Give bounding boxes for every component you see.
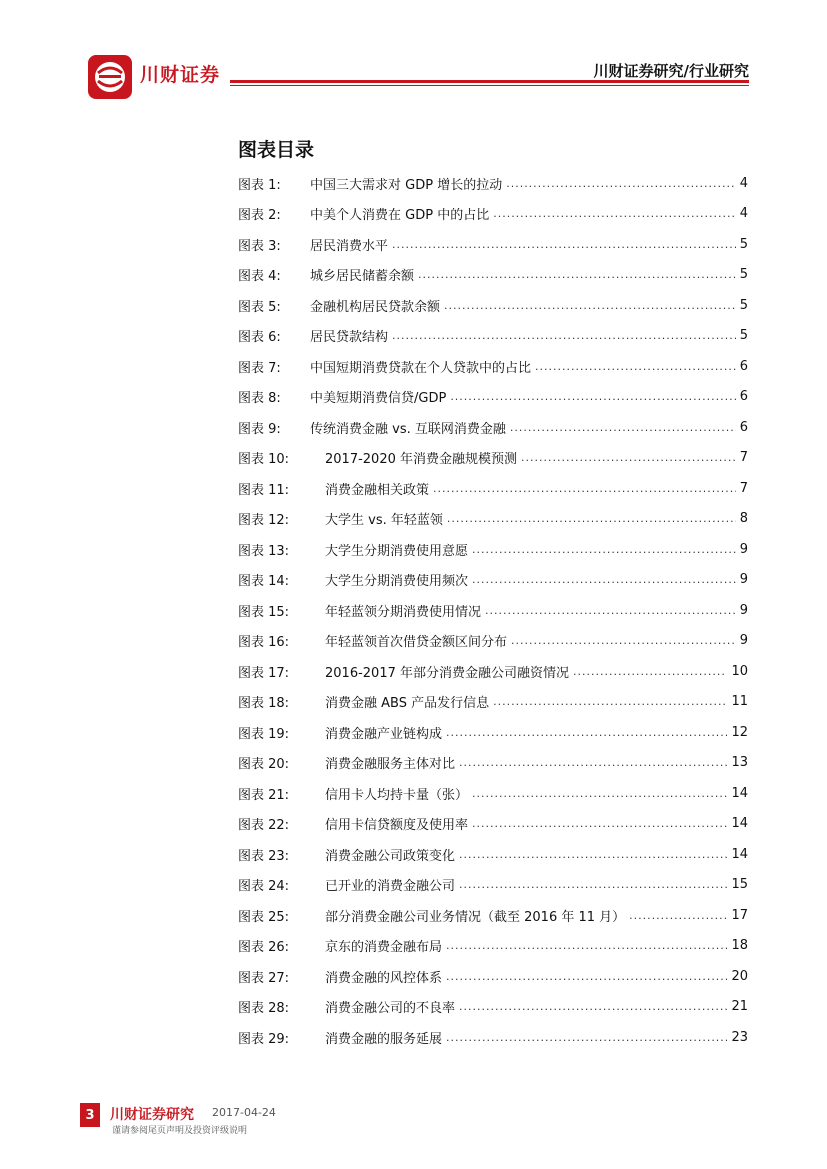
toc-entry[interactable] (238, 351, 748, 382)
toc-entry-page: 5 (739, 236, 748, 252)
toc-entry-page: 10 (731, 663, 748, 679)
toc-dot-leader (459, 878, 727, 891)
toc-dot-leader (392, 238, 736, 251)
toc-entry[interactable] (238, 931, 748, 962)
toc-entry-page: 5 (739, 267, 748, 283)
toc-entry[interactable] (238, 229, 748, 260)
toc-entry-title: 中国三大需求对 GDP 增长的拉动 (310, 177, 503, 193)
toc-entry-page: 9 (739, 541, 748, 557)
toc-entry-page: 4 (739, 175, 748, 191)
toc-entry-title: 大学生 vs. 年轻蓝领 (325, 513, 443, 529)
toc-dot-leader (392, 329, 736, 342)
toc-entry[interactable] (238, 870, 748, 901)
toc-entry-page: 6 (739, 389, 748, 405)
toc-entry-page: 14 (731, 785, 748, 801)
toc-entry-title: 中国短期消费贷款在个人贷款中的占比 (310, 360, 532, 376)
toc-entry-page: 15 (731, 877, 748, 893)
toc-entry-number: 图表 5: (238, 299, 281, 315)
toc-entry[interactable] (238, 687, 748, 718)
toc-entry-title: 消费金融 ABS 产品发行信息 (325, 696, 490, 712)
toc-entry-number: 图表 22: (238, 818, 290, 834)
toc-entry-title: 已开业的消费金融公司 (325, 879, 456, 895)
toc-entry-number: 图表 13: (238, 543, 290, 559)
toc-entry[interactable] (238, 504, 748, 535)
toc-entry-number: 图表 25: (238, 909, 290, 925)
toc-dot-leader (418, 268, 736, 281)
toc-entry-page: 11 (731, 694, 748, 710)
toc-entry-title: 信用卡信贷额度及使用率 (325, 818, 469, 834)
toc-dot-leader (446, 970, 727, 983)
toc-entry-page: 5 (739, 328, 748, 344)
toc-dot-leader (472, 573, 736, 586)
toc-entry[interactable] (238, 534, 748, 565)
brand-name: 川财证券 (140, 64, 221, 86)
toc-entry-number: 图表 23: (238, 848, 290, 864)
toc-entry-number: 图表 10: (238, 452, 290, 468)
toc-entry[interactable] (238, 473, 748, 504)
toc-entry-page: 12 (731, 724, 748, 740)
toc-entry-number: 图表 2: (238, 208, 281, 224)
header-section-title: 川财证券研究/行业研究 (593, 62, 749, 80)
toc-dot-leader (573, 665, 727, 678)
toc-entry-title: 消费金融公司的不良率 (325, 1001, 456, 1017)
toc-dot-leader (629, 909, 727, 922)
toc-dot-leader (447, 512, 736, 525)
toc-entry-title: 2016-2017 年部分消费金融公司融资情况 (325, 665, 569, 681)
toc-entry-page: 9 (739, 633, 748, 649)
toc-dot-leader (493, 695, 727, 708)
toc-dot-leader (446, 726, 727, 739)
toc-dot-leader (493, 207, 736, 220)
toc-entry-page: 18 (731, 938, 748, 954)
toc-entry-title: 城乡居民储蓄余额 (310, 269, 415, 285)
toc-dot-leader (446, 1031, 727, 1044)
toc-entry-page: 14 (731, 846, 748, 862)
footer-date: 2017-04-24 (212, 1106, 276, 1119)
toc-entry-title: 传统消费金融 vs. 互联网消费金融 (310, 421, 506, 437)
toc-dot-leader (511, 634, 736, 647)
toc-entry-title: 居民贷款结构 (310, 330, 389, 346)
toc-entry-number: 图表 26: (238, 940, 290, 956)
toc-entry-number: 图表 28: (238, 1001, 290, 1017)
toc-dot-leader (485, 604, 736, 617)
toc-entry-title: 消费金融服务主体对比 (325, 757, 456, 773)
toc-dot-leader (459, 756, 727, 769)
toc-entry-number: 图表 29: (238, 1031, 290, 1047)
toc-entry-number: 图表 4: (238, 269, 281, 285)
toc-entry-title: 年轻蓝领分期消费使用情况 (325, 604, 482, 620)
toc-entry-number: 图表 12: (238, 513, 290, 529)
toc-entry[interactable] (238, 321, 748, 352)
toc-entry[interactable] (238, 961, 748, 992)
toc-entry-title: 信用卡人均持卡量（张） (325, 787, 469, 803)
toc-dot-leader (459, 1000, 727, 1013)
toc-entry-number: 图表 16: (238, 635, 290, 651)
toc-dot-leader (472, 543, 736, 556)
toc-entry-number: 图表 14: (238, 574, 290, 590)
toc-dot-leader (472, 817, 727, 830)
toc-entry[interactable] (238, 595, 748, 626)
toc-entry[interactable] (238, 199, 748, 230)
toc-entry-number: 图表 15: (238, 604, 290, 620)
toc-entry-number: 图表 8: (238, 391, 281, 407)
sichuan-caizheng-logo-icon (88, 55, 132, 99)
footer-disclaimer: 谨请参阅尾页声明及投资评级说明 (112, 1126, 248, 1136)
toc-entry-number: 图表 18: (238, 696, 290, 712)
toc-entry-number: 图表 11: (238, 482, 290, 498)
toc-entry-page: 4 (739, 206, 748, 222)
toc-entry[interactable] (238, 809, 748, 840)
page-footer (0, 1095, 827, 1155)
toc-dot-leader (433, 482, 736, 495)
toc-entry-title: 消费金融的风控体系 (325, 970, 443, 986)
toc-entry-title: 消费金融相关政策 (325, 482, 430, 498)
toc-entry-title: 消费金融公司政策变化 (325, 848, 456, 864)
toc-entry[interactable] (238, 656, 748, 687)
toc-entry-title: 中美短期消费信贷/GDP (310, 391, 447, 407)
toc-entry-title: 部分消费金融公司业务情况（截至 2016 年 11 月） (325, 909, 626, 925)
toc-entry-title: 年轻蓝领首次借贷金额区间分布 (325, 635, 508, 651)
toc-entry-page: 9 (739, 602, 748, 618)
toc-entry-number: 图表 20: (238, 757, 290, 773)
toc-entry[interactable] (238, 1022, 748, 1053)
toc-entry-page: 6 (739, 358, 748, 374)
toc-entry-page: 13 (731, 755, 748, 771)
toc-entry[interactable] (238, 748, 748, 779)
toc-entry[interactable] (238, 168, 748, 199)
toc-entry-title: 消费金融的服务延展 (325, 1031, 443, 1047)
toc-entry[interactable] (238, 900, 748, 931)
toc-entry[interactable] (238, 260, 748, 291)
page-header (0, 0, 827, 110)
toc-entry-number: 图表 27: (238, 970, 290, 986)
toc-entry-title: 金融机构居民贷款余额 (310, 299, 441, 315)
toc-entry[interactable] (238, 443, 748, 474)
toc-entry-page: 20 (731, 968, 748, 984)
toc-dot-leader (535, 360, 736, 373)
toc-entry[interactable] (238, 382, 748, 413)
toc-entry-page: 8 (739, 511, 748, 527)
toc-entry-title: 2017-2020 年消费金融规模预测 (325, 452, 517, 468)
page-number: 3 (80, 1103, 100, 1127)
toc-entry-title: 大学生分期消费使用频次 (325, 574, 469, 590)
toc-entry[interactable] (238, 565, 748, 596)
toc-entry-page: 9 (739, 572, 748, 588)
toc-entry-page: 6 (739, 419, 748, 435)
toc-dot-leader (450, 390, 735, 403)
header-divider-thin (230, 85, 749, 86)
toc-title: 图表目录 (238, 139, 315, 161)
footer-brand: 川财证券研究 (110, 1107, 194, 1123)
toc-entry-number: 图表 9: (238, 421, 281, 437)
toc-dot-leader (446, 939, 727, 952)
toc-entry-title: 大学生分期消费使用意愿 (325, 543, 469, 559)
toc-entry-title: 居民消费水平 (310, 238, 389, 254)
toc-entry-number: 图表 17: (238, 665, 290, 681)
toc-entry-title: 中美个人消费在 GDP 中的占比 (310, 208, 490, 224)
toc-entry[interactable] (238, 778, 748, 809)
toc-entry-page: 23 (731, 1029, 748, 1045)
toc-entry-number: 图表 19: (238, 726, 290, 742)
toc-dot-leader (459, 848, 727, 861)
toc-dot-leader (506, 177, 736, 190)
toc-dot-leader (444, 299, 736, 312)
toc-entry[interactable] (238, 290, 748, 321)
toc-entry-page: 21 (731, 999, 748, 1015)
toc-entry-number: 图表 7: (238, 360, 281, 376)
toc-dot-leader (510, 421, 736, 434)
toc-entry-number: 图表 1: (238, 177, 281, 193)
toc-entry[interactable] (238, 992, 748, 1023)
toc-entry[interactable] (238, 839, 748, 870)
toc-entry[interactable] (238, 717, 748, 748)
toc-entry-page: 5 (739, 297, 748, 313)
toc-entry-number: 图表 6: (238, 330, 281, 346)
toc-entry-title: 京东的消费金融布局 (325, 940, 443, 956)
toc-entry-page: 17 (731, 907, 748, 923)
toc-list (238, 168, 748, 1053)
toc-entry-number: 图表 21: (238, 787, 290, 803)
toc-entry-page: 14 (731, 816, 748, 832)
toc-entry-number: 图表 24: (238, 879, 290, 895)
toc-entry-page: 7 (739, 450, 748, 466)
header-divider (230, 80, 749, 83)
toc-entry[interactable] (238, 412, 748, 443)
toc-entry-page: 7 (739, 480, 748, 496)
toc-entry[interactable] (238, 626, 748, 657)
toc-entry-title: 消费金融产业链构成 (325, 726, 443, 742)
toc-entry-number: 图表 3: (238, 238, 281, 254)
toc-dot-leader (472, 787, 727, 800)
toc-dot-leader (521, 451, 736, 464)
